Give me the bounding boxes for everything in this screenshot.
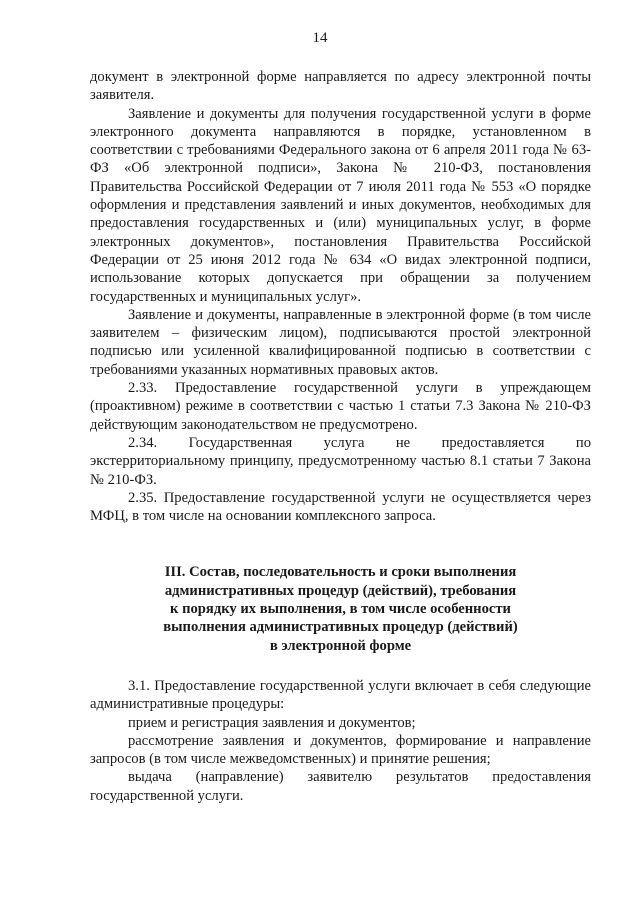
paragraph: 3.1. Предоставление государственной услуги включает в себя следующие административные процедуры:	[90, 677, 591, 713]
paragraph: 2.33. Предоставление государственной услуги в упреждающем (проактивном) режиме в соответствии с частью 1 статьи 7.3 Закона № 210-ФЗ действующим законодательством не предусмотрено.	[90, 380, 591, 433]
paragraph: рассмотрение заявления и документов, формирование и направление запросов (в том числе межведомственных) и принятие решения;	[90, 732, 591, 768]
heading-line: III. Состав, последовательность и сроки выполнения	[164, 564, 517, 581]
heading-line: в электронной форме	[269, 637, 412, 654]
paragraph: 2.35. Предоставление государственной услуги не осуществляется через МФЦ, в том числе на основании комплексного запроса.	[90, 489, 591, 525]
paragraph: 2.34. Государственная услуга не предоставляется по экстерриториальному принципу, предусмотренному частью 8.1 статьи 7 Закона № 210-ФЗ.	[90, 434, 591, 488]
document-body	[90, 68, 591, 805]
paragraph: выдача (направление) заявителю результатов предоставления государственной услуги.	[90, 769, 591, 804]
section-3-heading	[90, 563, 591, 654]
page-number: 14	[312, 30, 328, 46]
paragraph: прием и регистрация заявления и документов;	[128, 714, 416, 731]
heading-line: административных процедур (действий), требования	[164, 582, 517, 599]
section-3-paragraphs	[90, 677, 591, 805]
paragraph: Заявление и документы, направленные в электронной форме (в том числе заявителем – физическим лицом), подписываются простой электронной подписью или усиленной квалифицированной подписью в соответствии с требованиями указанных нормативных правовых актов.	[90, 306, 591, 378]
paragraph: документ в электронной форме направляется по адресу электронной почты заявителя.	[90, 69, 591, 104]
heading-line: выполнения административных процедур (действий)	[163, 619, 518, 636]
heading-line: к порядку их выполнения, в том числе особенности	[170, 601, 511, 618]
paragraph: Заявление и документы для получения государственной услуги в форме электронного документа направляются в порядке, установленном в соответствии с требованиями Федерального закона от 6 апреля 2011 года № 63-ФЗ «Об электронной подписи», Закона № 210-ФЗ, постановления Правительства Российской Федерации от 7 июля 2011 года № 553 «О порядке оформления и представления заявлений и иных документов, необходимых для предоставления государственных и (или) муниципальных услуг, в форме электронных документов», постановления Правительства Российской Федерации от 25 июня 2012 года № 634 «О видах электронной подписи, использование которых допускается при обращении за получением государственных и муниципальных услуг».	[90, 105, 591, 305]
section-2-paragraphs	[90, 68, 591, 525]
